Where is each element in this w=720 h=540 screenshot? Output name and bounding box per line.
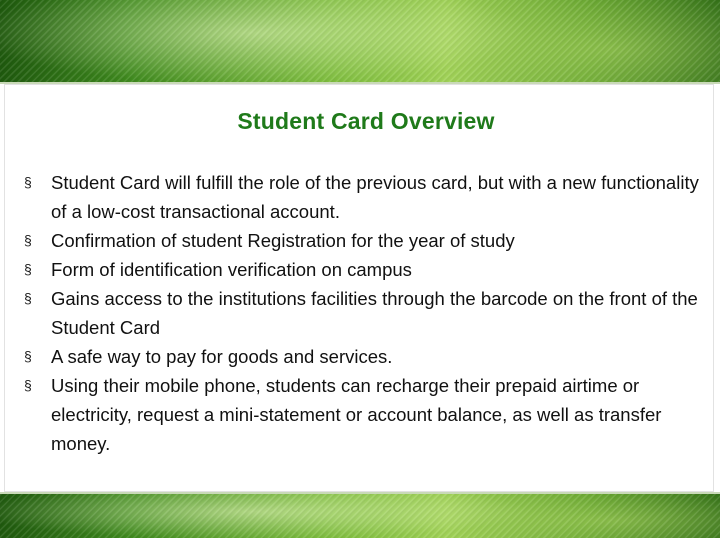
- bullet-item: [24, 371, 714, 458]
- bullet-text: Confirmation of student Registration for the year of study: [51, 230, 515, 251]
- slide-title: Student Card Overview: [237, 108, 495, 134]
- section-sign-icon: §: [24, 348, 32, 364]
- section-sign-icon: §: [24, 232, 32, 248]
- bullet-item: [24, 342, 714, 371]
- bullet-text: A safe way to pay for goods and services.: [51, 346, 393, 367]
- section-sign-icon: §: [24, 261, 32, 277]
- bullet-text: Using their mobile phone, students can recharge their prepaid airtime or electricity, request a mini-statement or account balance, as well as transfer money.: [51, 375, 662, 454]
- section-sign-icon: §: [24, 290, 32, 306]
- bullet-text: Student Card will fulfill the role of the previous card, but with a new functionality of a low-cost transactional account.: [51, 172, 699, 222]
- bottom-green-banner: [0, 494, 720, 538]
- bullet-text: Form of identification verification on campus: [51, 259, 412, 280]
- bullet-item: [24, 226, 714, 255]
- section-sign-icon: §: [24, 174, 32, 190]
- bullet-list: [24, 168, 714, 458]
- bullet-text: Gains access to the institutions facilities through the barcode on the front of the Student Card: [51, 288, 698, 338]
- bullet-item: [24, 255, 714, 284]
- top-green-banner: [0, 0, 720, 82]
- section-sign-icon: §: [24, 377, 32, 393]
- bullet-item: [24, 284, 714, 342]
- bullet-item: [24, 168, 714, 226]
